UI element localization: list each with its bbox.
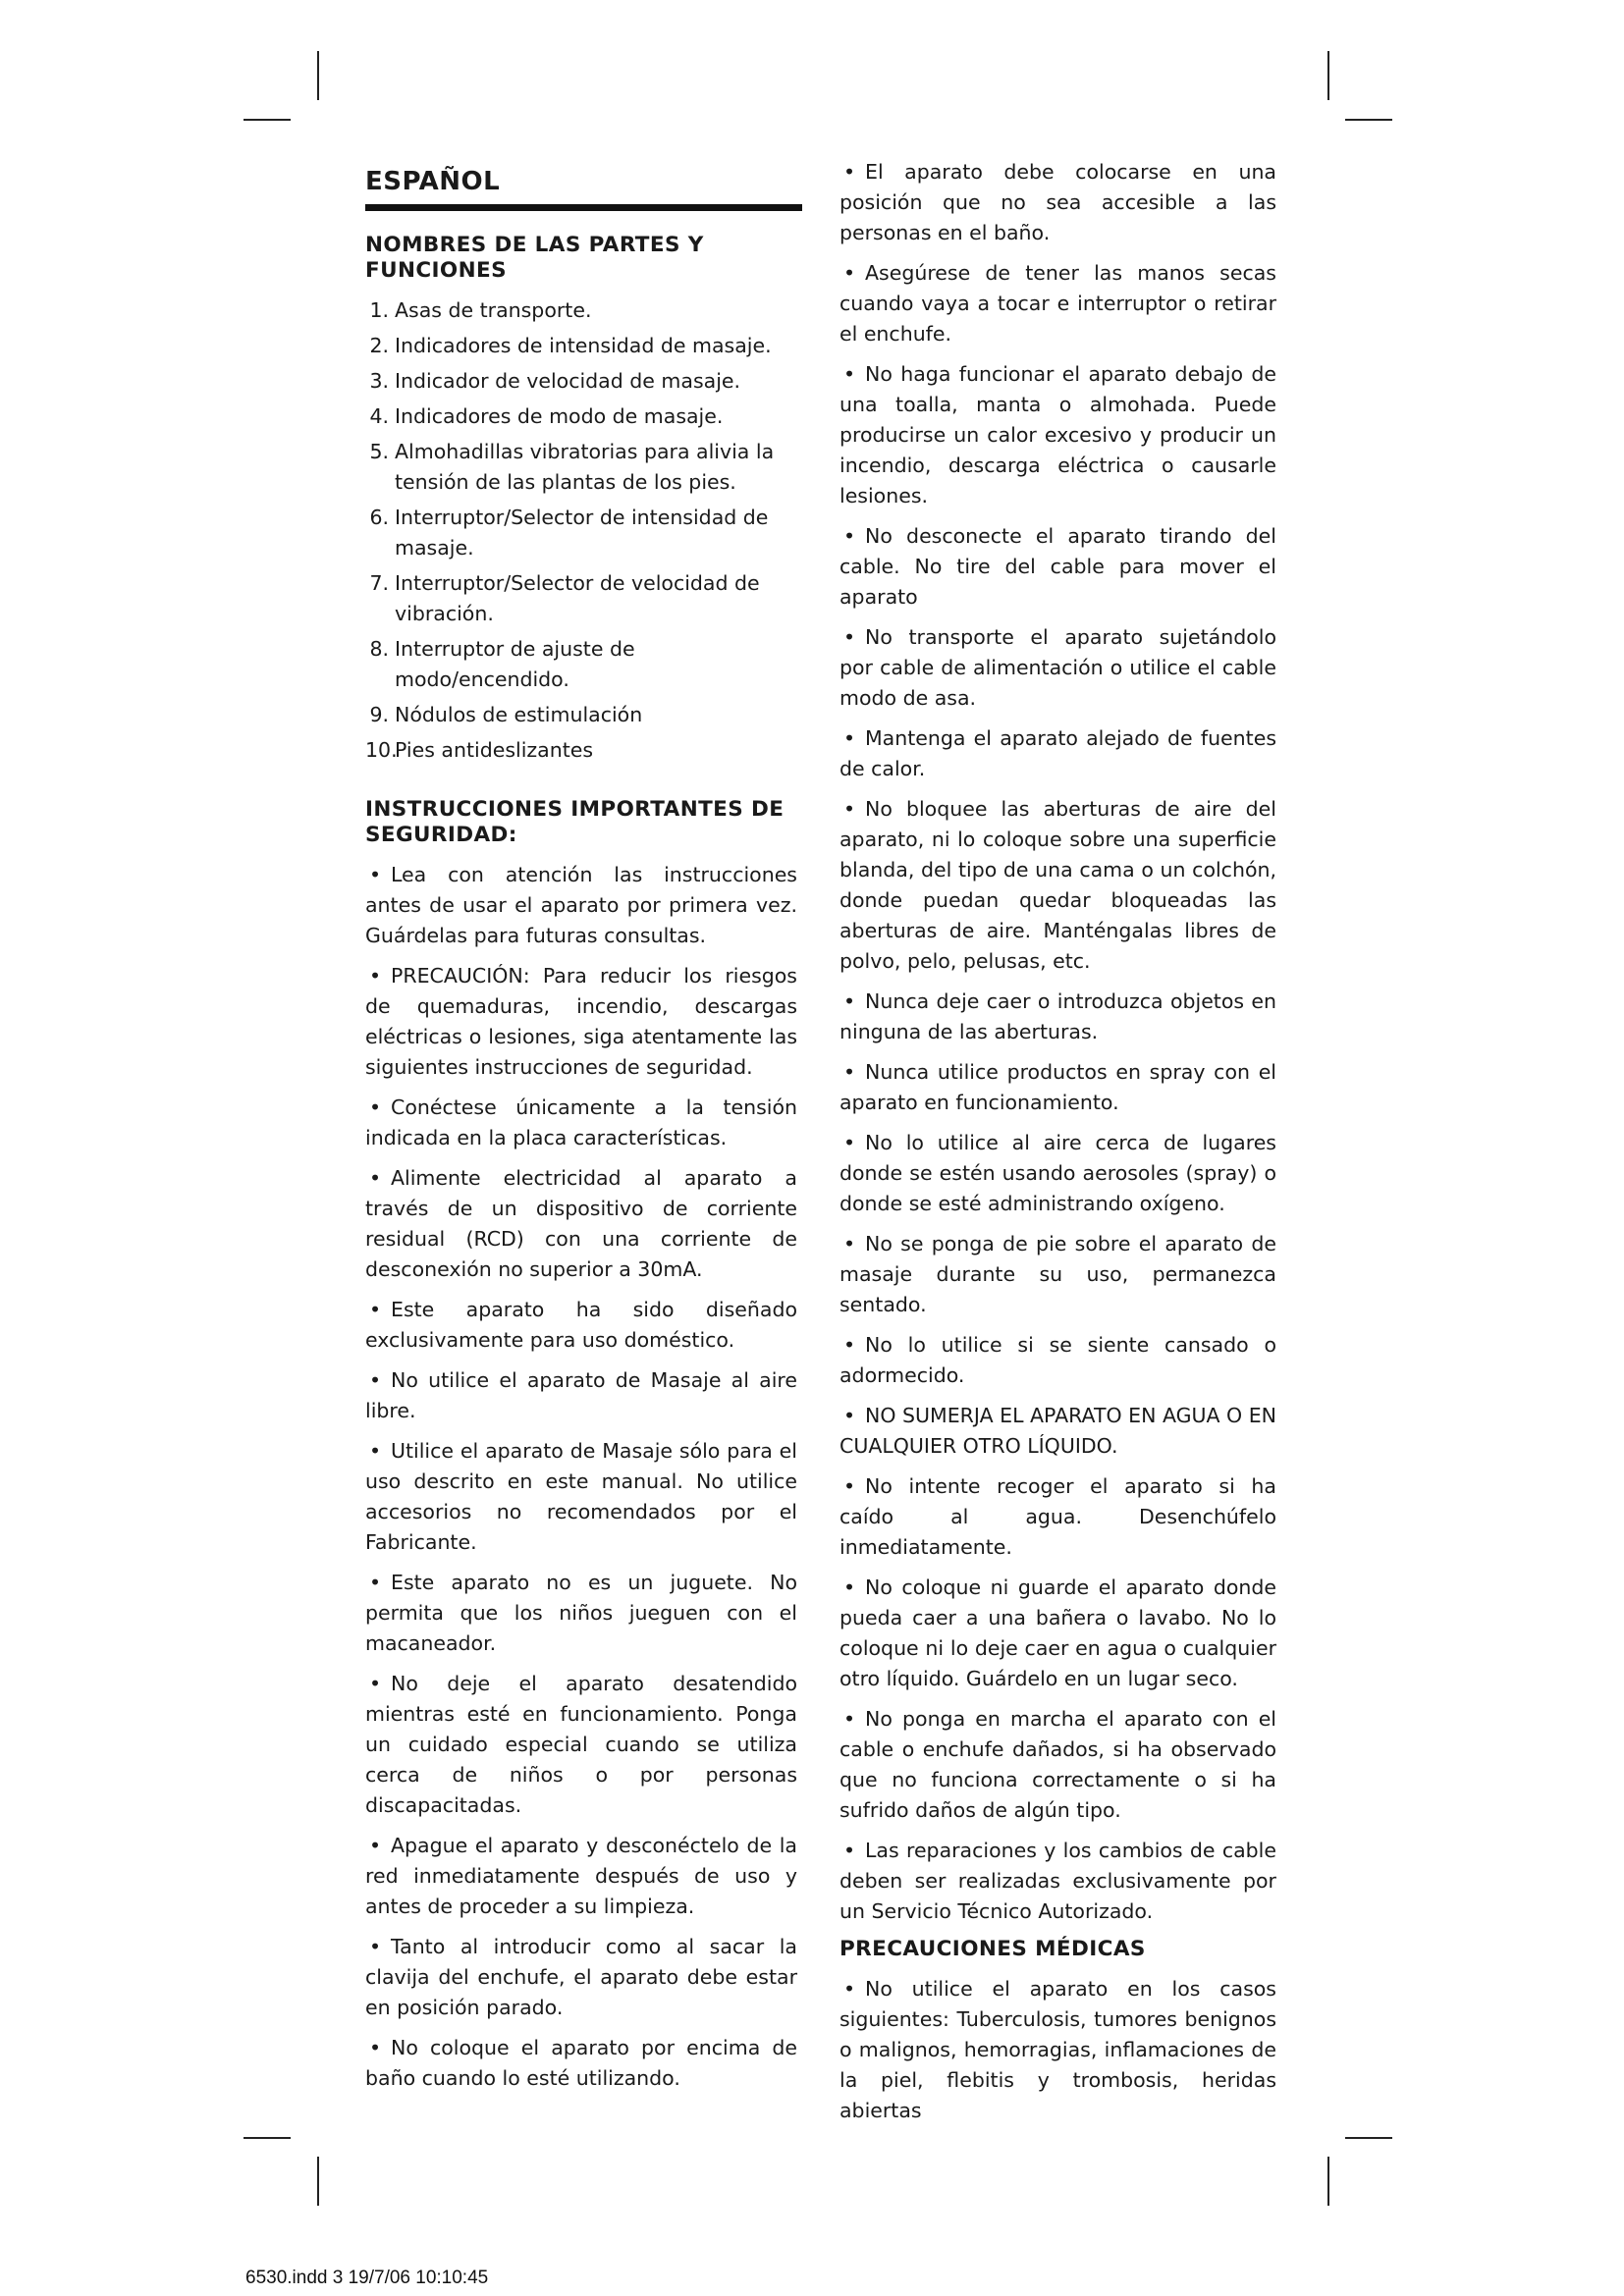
- safety-item-text: No lo utilice si se siente cansado o adormecido.: [839, 1333, 1276, 1387]
- parts-item-number: 6.: [369, 506, 389, 529]
- safety-list-left: [365, 860, 797, 2094]
- bullet-icon: •: [843, 1707, 856, 1731]
- bullet-icon: •: [369, 964, 382, 988]
- right-column: [839, 157, 1276, 2136]
- parts-item-text: Interruptor de ajuste de modo/encendido.: [395, 637, 635, 691]
- bullet-icon: •: [369, 2036, 382, 2059]
- parts-item-text: Interruptor/Selector de intensidad de masaje.: [395, 506, 769, 560]
- bullet-icon: •: [843, 362, 856, 386]
- bullet-icon: •: [369, 863, 382, 886]
- title-rule: [365, 204, 802, 211]
- bullet-icon: •: [843, 1060, 856, 1084]
- bullet-icon: •: [843, 726, 856, 750]
- safety-item: [365, 961, 797, 1083]
- safety-item: [365, 2033, 797, 2094]
- parts-item-text: Indicadores de modo de masaje.: [395, 404, 724, 428]
- parts-item-text: Indicadores de intensidad de masaje.: [395, 334, 772, 357]
- parts-item-number: 5.: [369, 440, 389, 463]
- safety-item: [839, 1704, 1276, 1826]
- safety-item-text: Asegúrese de tener las manos secas cuando vaya a tocar e interruptor o retirar el enchufe.: [839, 261, 1276, 346]
- safety-item-text: Las reparaciones y los cambios de cable deben ser realizadas exclusivamente por un Servicio Técnico Autorizado.: [839, 1839, 1276, 1923]
- safety-list-right: [839, 157, 1276, 1927]
- bullet-icon: •: [843, 1474, 856, 1498]
- medical-item: [839, 1974, 1276, 2126]
- parts-item-number: 3.: [369, 369, 389, 393]
- safety-item: [839, 987, 1276, 1047]
- parts-list: [365, 295, 797, 766]
- safety-item: [839, 1401, 1276, 1462]
- safety-item-text: No intente recoger el aparato si ha caído al agua. Desenchúfelo inmediatamente.: [839, 1474, 1276, 1559]
- safety-item: [839, 723, 1276, 784]
- bullet-icon: •: [369, 1439, 382, 1463]
- medical-list: [839, 1974, 1276, 2126]
- safety-item-text: No desconecte el aparato tirando del cable. No tire del cable para mover el aparato: [839, 524, 1276, 609]
- safety-item-text: No coloque el aparato por encima de baño cuando lo esté utilizando.: [365, 2036, 797, 2090]
- bullet-icon: •: [843, 1131, 856, 1154]
- safety-item: [839, 1057, 1276, 1118]
- print-slug: 6530.indd 3 19/7/06 10:10:45: [245, 2268, 489, 2288]
- crop-mark: [317, 51, 319, 100]
- parts-item-text: Nódulos de estimulación: [395, 703, 643, 726]
- bullet-icon: •: [369, 1095, 382, 1119]
- safety-item: [365, 1365, 797, 1426]
- safety-item-text: Este aparato no es un juguete. No permita que los niños jueguen con el macaneador.: [365, 1571, 797, 1655]
- parts-item-number: 9.: [369, 703, 389, 726]
- safety-item: [839, 622, 1276, 714]
- safety-item-text: Mantenga el aparato alejado de fuentes de calor.: [839, 726, 1276, 780]
- safety-item: [365, 1831, 797, 1922]
- safety-item: [839, 258, 1276, 349]
- parts-item: [365, 437, 797, 498]
- safety-item-text: Apague el aparato y desconéctelo de la red inmediatamente después de uso y antes de proceder a su limpieza.: [365, 1834, 797, 1918]
- parts-item-number: 7.: [369, 571, 389, 595]
- bullet-icon: •: [369, 1834, 382, 1857]
- safety-item: [365, 860, 797, 951]
- bullet-icon: •: [369, 1298, 382, 1321]
- bullet-icon: •: [369, 1166, 382, 1190]
- bullet-icon: •: [843, 625, 856, 649]
- left-column: [365, 157, 797, 2104]
- safety-item-text: Alimente electricidad al aparato a través de un dispositivo de corriente residual (RCD) con una corriente de desconexión no superior a 30mA.: [365, 1166, 797, 1281]
- safety-item-text: No haga funcionar el aparato debajo de una toalla, manta o almohada. Puede producirse un calor excesivo y producir un incendio, descarga eléctrica o causarle lesiones.: [839, 362, 1276, 507]
- parts-item: [365, 735, 797, 766]
- crop-mark: [1345, 2137, 1392, 2139]
- safety-item: [839, 1573, 1276, 1694]
- safety-item: [839, 1128, 1276, 1219]
- safety-item: [839, 794, 1276, 977]
- safety-item: [365, 1163, 797, 1285]
- bullet-icon: •: [369, 1672, 382, 1695]
- safety-item: [365, 1436, 797, 1558]
- language-title: ESPAÑOL: [365, 167, 501, 196]
- parts-item-text: Indicador de velocidad de masaje.: [395, 369, 741, 393]
- bullet-icon: •: [369, 1571, 382, 1594]
- parts-item: [365, 331, 797, 361]
- safety-item-text: Nunca deje caer o introduzca objetos en ninguna de las aberturas.: [839, 989, 1276, 1043]
- safety-item-text: No se ponga de pie sobre el aparato de masaje durante su uso, permanezca sentado.: [839, 1232, 1276, 1316]
- bullet-icon: •: [843, 524, 856, 548]
- crop-mark: [317, 2157, 319, 2206]
- safety-item-text: Nunca utilice productos en spray con el aparato en funcionamiento.: [839, 1060, 1276, 1114]
- safety-item: [839, 157, 1276, 248]
- safety-heading: INSTRUCCIONES IMPORTANTES DE SEGURIDAD:: [365, 797, 785, 847]
- safety-item-text: Utilice el aparato de Masaje sólo para el uso descrito en este manual. No utilice accesorios no recomendados por el Fabricante.: [365, 1439, 797, 1554]
- parts-item-number: 1.: [369, 298, 389, 322]
- safety-item: [839, 1836, 1276, 1927]
- bullet-icon: •: [843, 797, 856, 821]
- safety-item-text: No coloque ni guarde el aparato donde pueda caer a una bañera o lavabo. No lo coloque ni lo deje caer en agua o cualquier otro líquido. Guárdelo en un lugar seco.: [839, 1575, 1276, 1690]
- safety-item-text: PRECAUCIÓN: Para reducir los riesgos de quemaduras, incendio, descargas eléctricas o lesiones, siga atentamente las siguientes instrucciones de seguridad.: [365, 964, 797, 1079]
- parts-item: [365, 295, 797, 326]
- bullet-icon: •: [843, 989, 856, 1013]
- crop-mark: [1327, 2157, 1329, 2206]
- safety-item-text: NO SUMERJA EL APARATO EN AGUA O EN CUALQUIER OTRO LÍQUIDO.: [839, 1404, 1276, 1458]
- parts-item: [365, 700, 797, 730]
- parts-item-text: Pies antideslizantes: [395, 738, 594, 762]
- parts-item-number: 4.: [369, 404, 389, 428]
- crop-mark: [1345, 119, 1392, 121]
- parts-item-number: 10.: [365, 738, 398, 762]
- safety-item-text: Lea con atención las instrucciones antes de usar el aparato por primera vez. Guárdelas para futuras consultas.: [365, 863, 797, 947]
- safety-item: [839, 1229, 1276, 1320]
- medical-heading: PRECAUCIONES MÉDICAS: [839, 1937, 1146, 1961]
- crop-mark: [244, 2137, 291, 2139]
- crop-mark: [1327, 51, 1329, 100]
- parts-item-number: 2.: [369, 334, 389, 357]
- parts-item-number: 8.: [369, 637, 389, 661]
- bullet-icon: •: [843, 160, 856, 184]
- bullet-icon: •: [843, 1232, 856, 1255]
- safety-item-text: Tanto al introducir como al sacar la clavija del enchufe, el aparato debe estar en posición parado.: [365, 1935, 797, 2019]
- parts-item: [365, 503, 797, 563]
- parts-item: [365, 634, 797, 695]
- safety-item-text: Conéctese únicamente a la tensión indicada en la placa características.: [365, 1095, 797, 1149]
- safety-item: [365, 1568, 797, 1659]
- parts-item-text: Almohadillas vibratorias para alivia la tensión de las plantas de los pies.: [395, 440, 775, 494]
- safety-item-text: Este aparato ha sido diseñado exclusivamente para uso doméstico.: [365, 1298, 797, 1352]
- bullet-icon: •: [843, 1575, 856, 1599]
- safety-item: [839, 521, 1276, 613]
- bullet-icon: •: [843, 1977, 856, 2001]
- safety-item: [839, 1330, 1276, 1391]
- crop-mark: [244, 119, 291, 121]
- parts-item: [365, 568, 797, 629]
- safety-item-text: No bloquee las aberturas de aire del aparato, ni lo coloque sobre una superficie blanda, del tipo de una cama o un colchón, donde puedan quedar bloqueadas las aberturas de aire. Manténgalas libres de polvo, pelo, pelusas, etc.: [839, 797, 1276, 973]
- bullet-icon: •: [369, 1935, 382, 1958]
- parts-item-text: Interruptor/Selector de velocidad de vibración.: [395, 571, 760, 625]
- safety-item-text: No transporte el aparato sujetándolo por cable de alimentación o utilice el cable modo de asa.: [839, 625, 1276, 710]
- safety-item: [365, 1932, 797, 2023]
- bullet-icon: •: [369, 1368, 382, 1392]
- medical-item-text: No utilice el aparato en los casos siguientes: Tuberculosis, tumores benignos o malignos, hemorragias, inflamaciones de la piel, flebitis y trombosis, heridas abiertas: [839, 1977, 1276, 2122]
- safety-item: [365, 1093, 797, 1153]
- safety-item-text: No utilice el aparato de Masaje al aire libre.: [365, 1368, 797, 1422]
- parts-heading: NOMBRES DE LAS PARTES Y FUNCIONES: [365, 233, 704, 283]
- parts-item: [365, 401, 797, 432]
- safety-item: [365, 1295, 797, 1356]
- parts-item-text: Asas de transporte.: [395, 298, 592, 322]
- safety-item: [365, 1669, 797, 1821]
- safety-item-text: No lo utilice al aire cerca de lugares donde se estén usando aerosoles (spray) o donde se esté administrando oxígeno.: [839, 1131, 1276, 1215]
- bullet-icon: •: [843, 1333, 856, 1357]
- safety-item: [839, 1471, 1276, 1563]
- bullet-icon: •: [843, 1404, 856, 1427]
- bullet-icon: •: [843, 1839, 856, 1862]
- bullet-icon: •: [843, 261, 856, 285]
- safety-item: [839, 359, 1276, 511]
- parts-item: [365, 366, 797, 397]
- safety-item-text: El aparato debe colocarse en una posición que no sea accesible a las personas en el baño.: [839, 160, 1276, 244]
- safety-item-text: No deje el aparato desatendido mientras esté en funcionamiento. Ponga un cuidado especial cuando se utiliza cerca de niños o por personas discapacitadas.: [365, 1672, 797, 1817]
- safety-item-text: No ponga en marcha el aparato con el cable o enchufe dañados, si ha observado que no funciona correctamente o si ha sufrido daños de algún tipo.: [839, 1707, 1276, 1822]
